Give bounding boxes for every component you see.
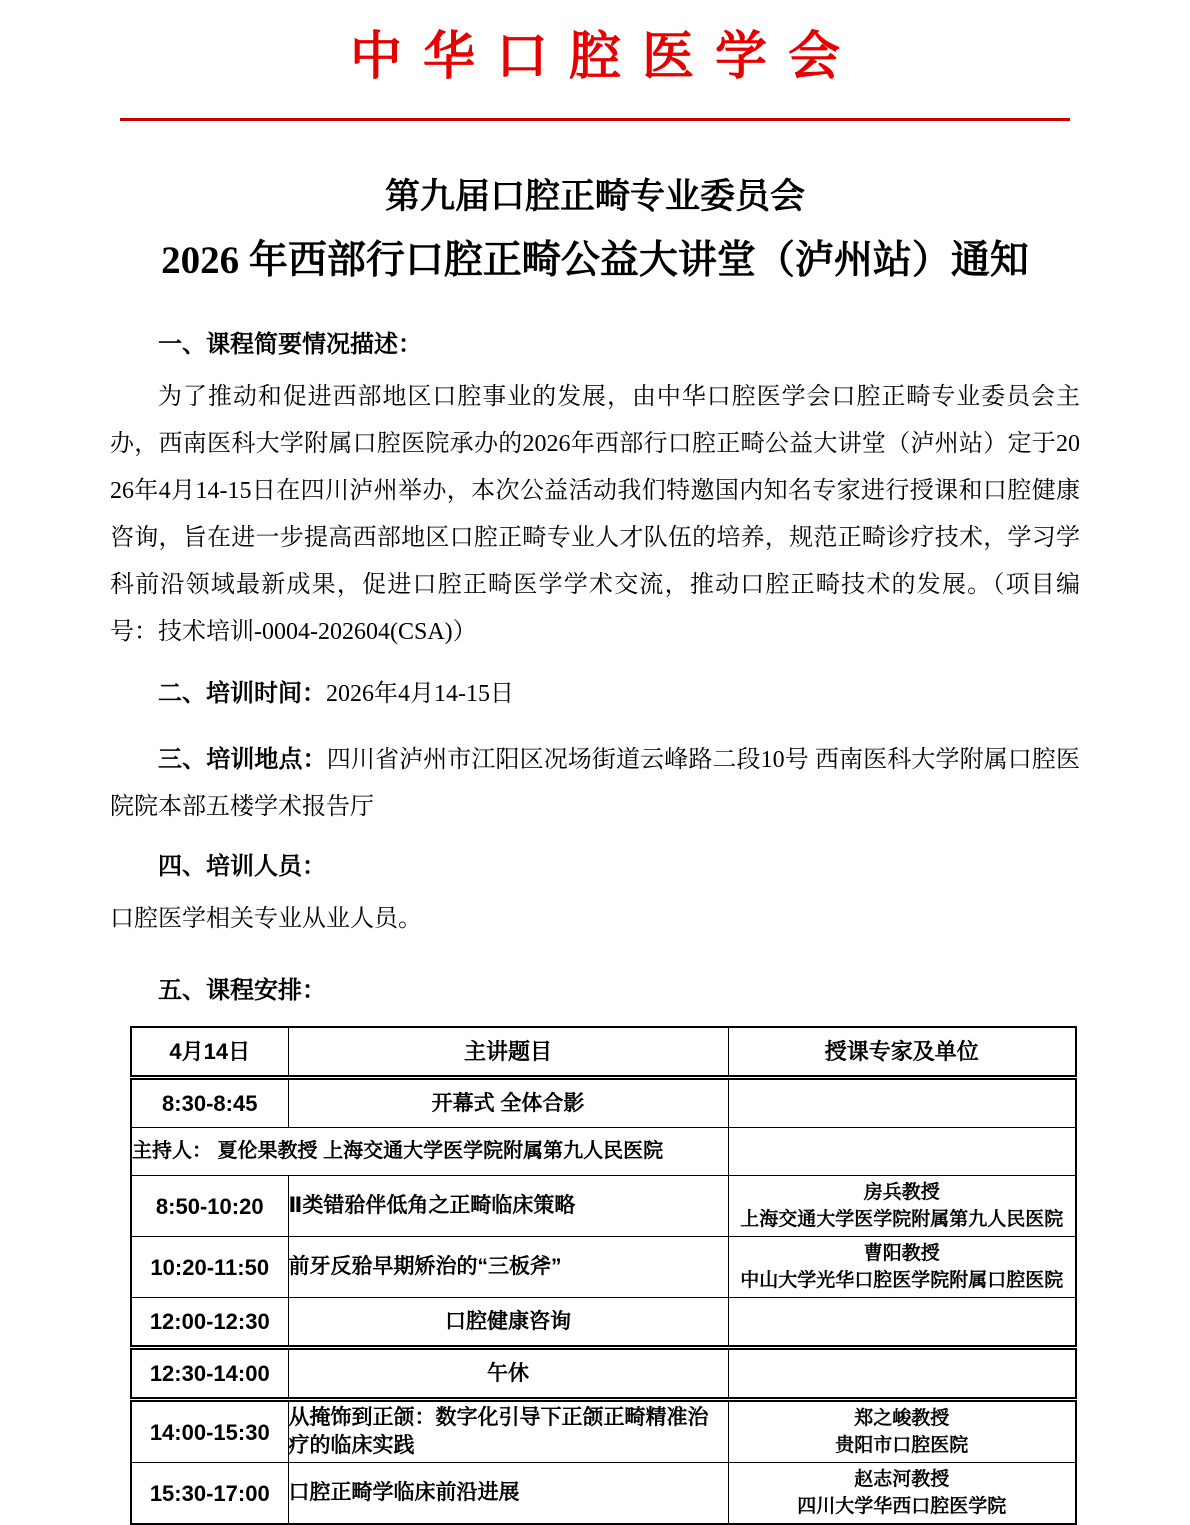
expert-unit: 中山大学光华口腔医学院附属口腔医院	[740, 1270, 1064, 1291]
expert-cell-empty	[728, 1078, 1076, 1128]
section-attendees-heading: 四、培训人员：	[158, 853, 326, 880]
section-schedule-heading: 五、课程安排：	[158, 977, 326, 1004]
expert-name: 赵志河教授	[854, 1469, 950, 1490]
topic-cell: 午休	[288, 1348, 728, 1400]
host-cell: 主持人： 夏伦果教授 上海交通大学医学院附属第九人民医院	[131, 1128, 728, 1176]
schedule-header-row	[131, 1027, 1076, 1078]
expert-cell	[728, 1463, 1076, 1525]
course-schedule-table	[130, 1026, 1077, 1525]
time-slot: 14:00-15:30	[131, 1400, 288, 1463]
expert-name: 曹阳教授	[863, 1243, 940, 1264]
section-overview-body: 为了推动和促进西部地区口腔事业的发展，由中华口腔医学会口腔正畸专业委员会主办，西南医科大学附属口腔医院承办的2026年西部行口腔正畸公益大讲堂（泸州站）定于2026年4月14-15日在四川泸州举办，本次公益活动我们特邀国内知名专家进行授课和口腔健康咨询，旨在进一步提高西部地区口腔正畸专业人才队伍的培养，规范正畸诊疗技术，学习学科前沿领域最新成果，促进口腔正畸医学学术交流，推动口腔正畸技术的发展。（项目编号：技术培训-0004-202604(CSA)）	[110, 384, 1080, 645]
expert-cell	[728, 1400, 1076, 1463]
expert-cell-empty	[728, 1298, 1076, 1348]
section-time-value: 2026年4月14-15日	[326, 681, 514, 707]
org-banner-text: 中华口腔医学会	[349, 29, 861, 86]
section-attendees-body: 口腔医学相关专业从业人员。	[110, 906, 422, 932]
time-slot: 8:50-10:20	[131, 1176, 288, 1237]
expert-name: 郑之峻教授	[854, 1408, 950, 1429]
topic-cell: Ⅱ类错𬌗伴低角之正畸临床策略	[288, 1176, 728, 1237]
document-body	[110, 321, 1080, 1525]
schedule-row-lecture-1	[131, 1176, 1076, 1237]
schedule-row-opening	[131, 1078, 1076, 1128]
time-slot: 12:00-12:30	[131, 1298, 288, 1348]
org-banner	[0, 0, 1190, 94]
topic-cell: 开幕式 全体合影	[288, 1078, 728, 1128]
time-slot: 8:30-8:45	[131, 1078, 288, 1128]
section-location-label: 三、培训地点：	[158, 746, 327, 773]
document-title	[0, 173, 1190, 287]
column-header-expert: 授课专家及单位	[728, 1027, 1076, 1078]
expert-name: 房兵教授	[863, 1182, 940, 1203]
expert-cell-empty	[728, 1348, 1076, 1400]
topic-cell: 口腔正畸学临床前沿进展	[288, 1463, 728, 1525]
time-slot: 12:30-14:00	[131, 1348, 288, 1400]
section-time-label: 二、培训时间：	[158, 680, 326, 707]
topic-cell: 口腔健康咨询	[288, 1298, 728, 1348]
column-header-date: 4月14日	[131, 1027, 288, 1078]
schedule-row-lecture-2	[131, 1237, 1076, 1298]
expert-unit: 贵阳市口腔医院	[835, 1435, 969, 1456]
schedule-row-lecture-3	[131, 1400, 1076, 1463]
document-title-line2: 2026 年西部行口腔正畸公益大讲堂（泸州站）通知	[161, 239, 1029, 282]
section-overview-heading: 一、课程简要情况描述：	[158, 331, 422, 358]
schedule-row-lecture-4	[131, 1463, 1076, 1525]
expert-cell-empty	[728, 1128, 1076, 1176]
schedule-row-lunch-break	[131, 1348, 1076, 1400]
topic-cell: 从掩饰到正颌：数字化引导下正颌正畸精准治疗的临床实践	[288, 1400, 728, 1463]
topic-cell: 前牙反𬌗早期矫治的“三板斧”	[288, 1237, 728, 1298]
expert-unit: 上海交通大学医学院附属第九人民医院	[740, 1209, 1064, 1230]
section-time-line	[110, 670, 1080, 718]
document-title-line1: 第九届口腔正畸专业委员会	[384, 177, 805, 216]
time-slot: 15:30-17:00	[131, 1463, 288, 1525]
banner-divider-line	[120, 118, 1070, 121]
section-location-value: 四川省泸州市江阳区况场街道云峰路二段10号 西南医科大学附属口腔医院院本部五楼学术报告厅	[110, 747, 1081, 820]
schedule-row-consultation	[131, 1298, 1076, 1348]
time-slot: 10:20-11:50	[131, 1237, 288, 1298]
column-header-topic: 主讲题目	[288, 1027, 728, 1078]
expert-cell	[728, 1237, 1076, 1298]
expert-cell	[728, 1176, 1076, 1237]
expert-unit: 四川大学华西口腔医学院	[797, 1496, 1007, 1517]
schedule-row-host	[131, 1128, 1076, 1176]
section-location-line	[110, 736, 1080, 831]
